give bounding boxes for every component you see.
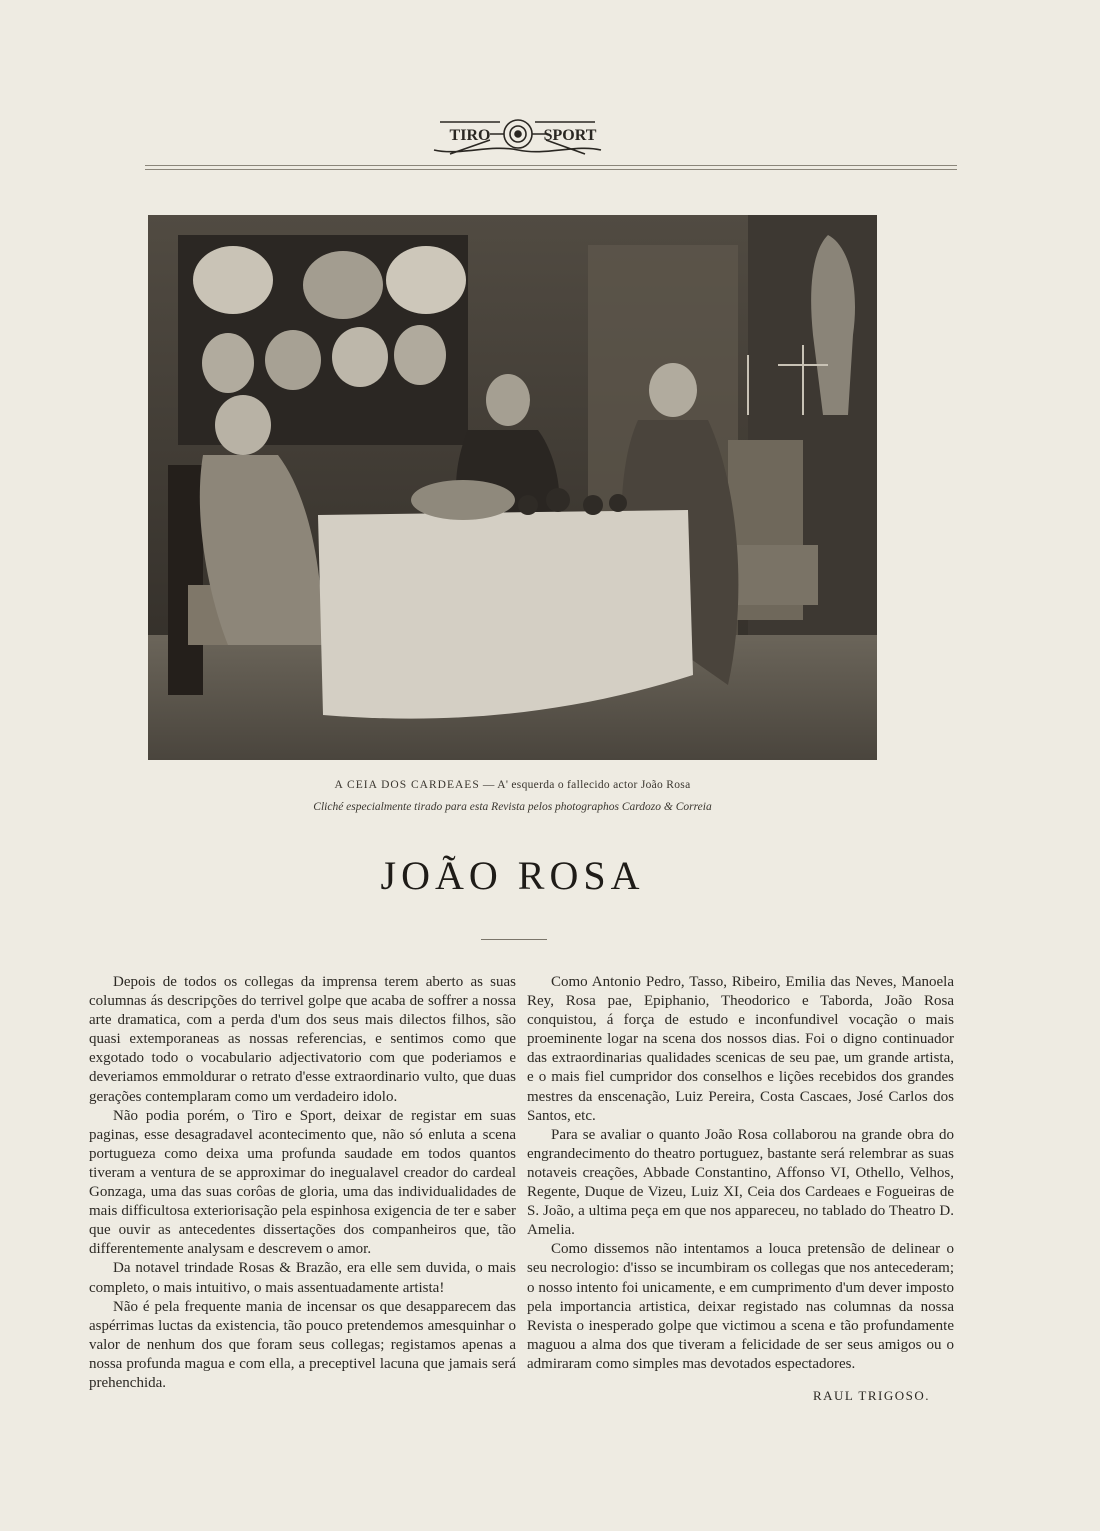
svg-text:SPORT: SPORT — [543, 127, 597, 144]
paragraph: Como Antonio Pedro, Tasso, Ribeiro, Emilia das Neves, Manoela Rey, Rosa pae, Epiphanio, Theodorico e Taborda, João Rosa conquistou, á força de estudo e inconfundivel vocação o mais proeminente logar na scena dos nossos dias. Foi o digno continuador das extraordinarias qualidades scenicas de seu pae, um grande artista, e o mais fiel cumpridor dos conselhos e lições recebidos dos grandes mestres da enscenação, Luiz Pereira, Costa Cascaes, José Carlos dos Santos, etc. — [527, 974, 954, 1124]
article-column-right — [527, 973, 954, 1374]
paragraph: Da notavel trindade Rosas & Brazão, era elle sem duvida, o mais completo, o mais intuitivo, o mais assentuadamente artista! — [89, 1260, 516, 1296]
article-title: JOÃO ROSA — [380, 853, 645, 898]
article-column-left — [89, 973, 516, 1393]
paragraph: Não podia porém, o Tiro e Sport, deixar de registar em suas paginas, esse desagradavel acontecimento que, não só enluta a scena portugueza como deixa uma profunda saudade em todos quantos tiveram a ventura de se approximar do inegualavel creador do cardeal Gonzaga, uma das suas corôas de gloria, uma das individualidades de mais difficultosa exteriorisação pela espinhosa exigencia de ter e saber que ouvir as antecedentes dissertações dos companheiros que, tão differentemente analysam e descrevem o amor. — [89, 1107, 516, 1258]
masthead-logo-text: TIRO — [449, 127, 491, 144]
paragraph: Não é pela frequente mania de incensar os que desapparecem das aspérrimas luctas da existencia, tão pouco pretendemos amesquinhar o valor de nenhum dos que foram seus collegas; registamos apenas a nossa profunda magua e com ella, a preceptivel lacuna que jamais será prehenchida. — [89, 1298, 516, 1391]
header-rule-bottom — [145, 169, 957, 170]
paragraph: Depois de todos os collegas da imprensa terem aberto as suas columnas ás descripções do terrivel golpe que acaba de soffrer a nossa arte dramatica, com a perda d'um dos seus mais dilectos filhos, são quasi extemporaneas as nossas referencias, e sentimos como que exgotado todo o vocabulario adjectivatorio com que poderiamos e deveriamos emmoldurar o retrato d'esse extraordinario vulto, que duas gerações contemplaram como um verdadeiro idolo. — [89, 974, 516, 1105]
figure-caption — [148, 779, 877, 791]
scene-photograph — [148, 215, 877, 760]
paragraph: Como dissemos não intentamos a louca pretensão de delinear o seu necrologio: d'isso se incumbiram os collegas que nos antecederam; o nosso intento foi unicamente, e em cumprimento d'um dever imposto pela importancia artistica, deixar registado nas columnas da nossa Revista o inesperado golpe que victimou a scena e tão profundamente maguou a alma dos que tiveram a felicidade de ser seus amigos ou o admiraram como simples mas devotados espectadores. — [527, 1241, 954, 1372]
figure-caption-text: — A' esquerda o fallecido actor João Rosa — [479, 779, 691, 791]
author-signature: RAUL TRIGOSO. — [812, 1388, 930, 1403]
figure-caption-scene: A CEIA DOS CARDEAES — [334, 779, 480, 791]
title-divider — [481, 939, 547, 940]
paragraph: Para se avaliar o quanto João Rosa collaborou na grande obra do engrandecimento do theatro portuguez, bastante será relembrar as suas notaveis creações, Abbade Constantino, Affonso VI, Othello, Velhos, Regente, Duque de Vizeu, Luiz XI, Ceia dos Cardeaes e Fogueiras de S. João, a ultima peça em que nos appareceu, no tablado do Theatro D. Amelia. — [527, 1126, 954, 1239]
figure-credit: Cliché especialmente tirado para esta Revista pelos photographos Cardozo & Correia — [313, 801, 712, 813]
header-rule-top — [145, 165, 957, 166]
masthead-logo — [430, 110, 605, 160]
